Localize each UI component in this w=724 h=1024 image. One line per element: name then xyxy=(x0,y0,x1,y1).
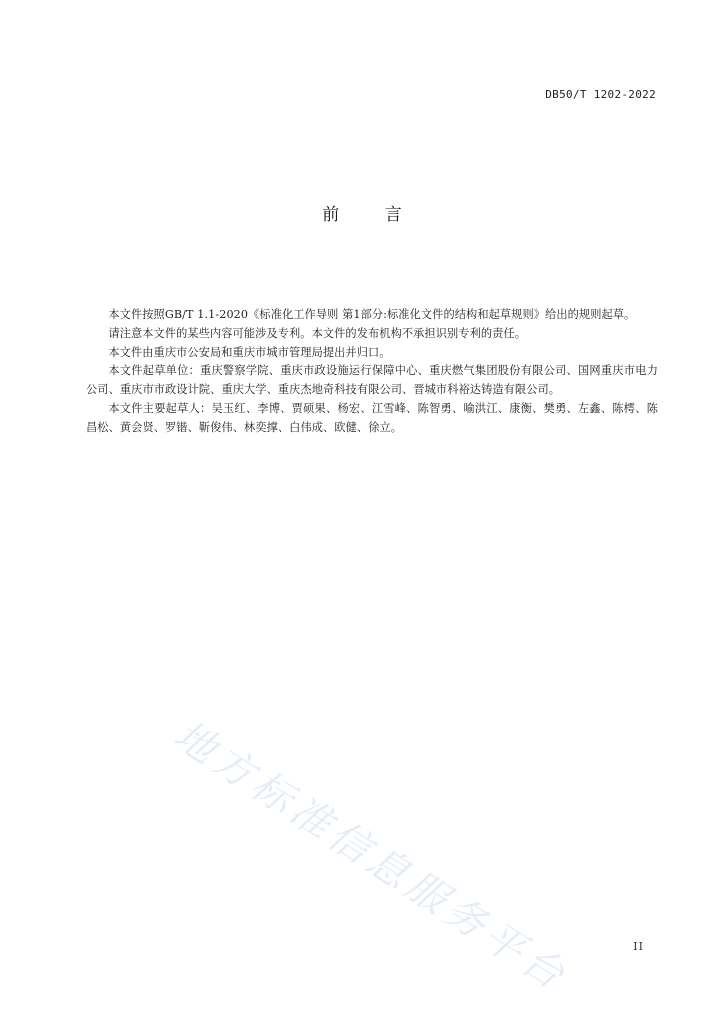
title-char-1: 前 xyxy=(322,205,340,225)
paragraph-proposer: 本文件由重庆市公安局和重庆市城市管理局提出并归口。 xyxy=(108,345,391,359)
paragraph-drafting-units: 本文件起草单位：重庆警察学院、重庆市政设施运行保障中心、重庆燃气集团股份有限公司、国网重庆市电力公司、重庆市市政设计院、重庆大学、重庆杰地奇科技有限公司、晋城市科裕达铸造有限公司。 xyxy=(86,364,658,397)
paragraph-drafting-rules: 本文件按照GB/T 1.1-2020《标准化工作导则 第1部分:标准化文件的结构和起草规则》给出的规则起草。 xyxy=(108,308,636,321)
page-number: II xyxy=(633,940,644,953)
foreword-body xyxy=(86,306,658,438)
page-title xyxy=(0,200,724,225)
paragraph-patent-notice: 请注意本文件的某些内容可能涉及专利。本文件的发布机构不承担识别专利的责任。 xyxy=(108,326,527,340)
document-code: DB50/T 1202-2022 xyxy=(545,88,656,101)
title-char-2: 言 xyxy=(384,205,402,225)
watermark: 地方标准信息服务平台 xyxy=(165,712,577,1002)
paragraph-drafters: 本文件主要起草人：吴玉红、李博、贾硕果、杨宏、江雪峰、陈智勇、喻洪江、康衡、樊勇、左鑫、陈樗、陈昌松、黄会贤、罗锴、靳俊伟、林奕撑、白伟成、欧健、徐立。 xyxy=(86,401,658,434)
